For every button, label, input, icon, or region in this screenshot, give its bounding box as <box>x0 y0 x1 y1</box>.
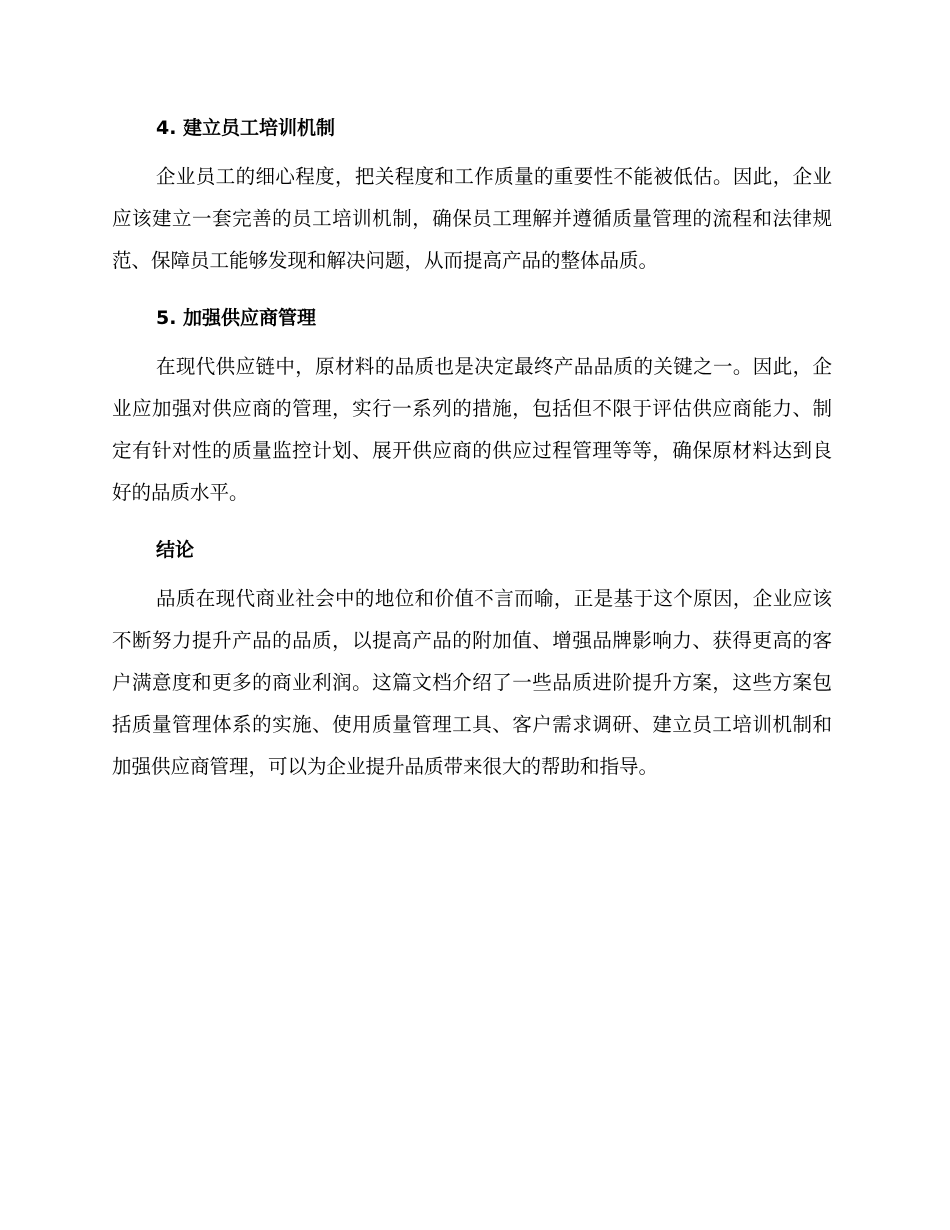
section-paragraph-supplier-management: 在现代供应链中，原材料的品质也是决定最终产品品质的关键之一。因此，企业应加强对供应商的管理，实行一系列的措施，包括但不限于评估供应商能力、制定有针对性的质量监控计划、展开供应商的供应过程管理等等，确保原材料达到良好的品质水平。 <box>112 355 832 504</box>
section-heading-supplier-management: 5. 加强供应商管理 <box>156 307 317 329</box>
section-paragraph-staff-training: 企业员工的细心程度，把关程度和工作质量的重要性不能被低估。因此，企业应该建立一套完善的员工培训机制，确保员工理解并遵循质量管理的流程和法律规范、保障员工能够发现和解决问题，从而提高产品的整体品质。 <box>112 165 832 272</box>
section-heading-staff-training: 4. 建立员工培训机制 <box>156 117 336 139</box>
section-heading-conclusion: 结论 <box>156 539 195 561</box>
section-paragraph-conclusion: 品质在现代商业社会中的地位和价值不言而喻，正是基于这个原因，企业应该不断努力提升产品的品质，以提高产品的附加值、增强品牌影响力、获得更高的客户满意度和更多的商业利润。这篇文档介绍了一些品质进阶提升方案，这些方案包括质量管理体系的实施、使用质量管理工具、客户需求调研、建立员工培训机制和加强供应商管理，可以为企业提升品质带来很大的帮助和指导。 <box>112 587 832 778</box>
document-content <box>112 108 832 804</box>
